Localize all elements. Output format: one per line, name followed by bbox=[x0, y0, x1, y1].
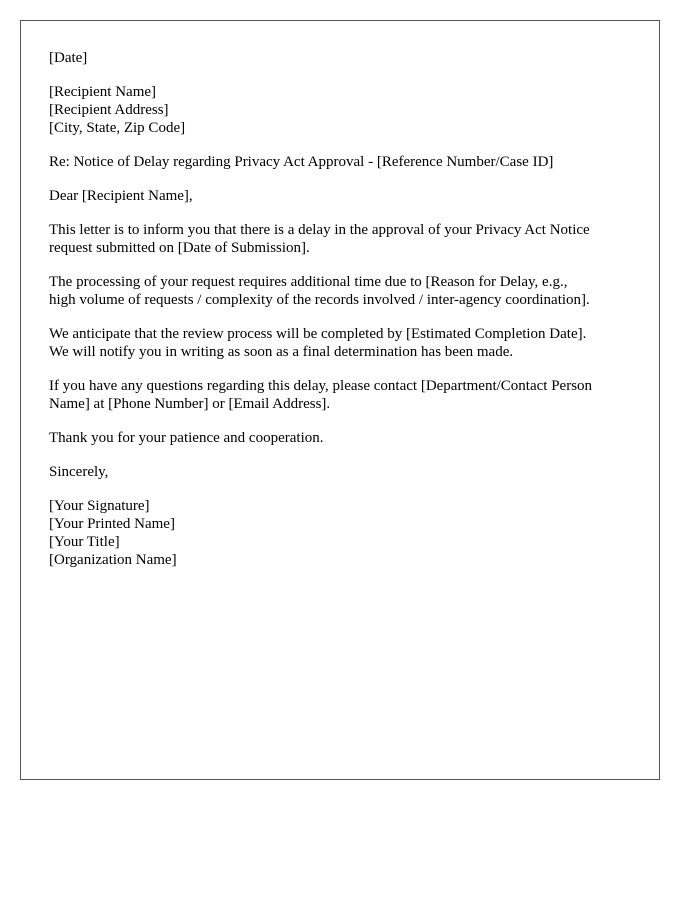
paragraph-line: This letter is to inform you that there is a delay in the approval of your Privacy Act Notice bbox=[49, 222, 590, 238]
recipient-address: [Recipient Address] bbox=[49, 102, 169, 118]
paragraph-line: high volume of requests / complexity of the records involved / inter-agency coordination]. bbox=[49, 292, 590, 308]
salutation-block bbox=[49, 187, 639, 205]
paragraph-delay-notice bbox=[49, 221, 639, 257]
thanks-block bbox=[49, 429, 639, 447]
paragraph-line: request submitted on [Date of Submission]. bbox=[49, 240, 310, 256]
subject-block bbox=[49, 153, 639, 171]
paragraph-line: The processing of your request requires additional time due to [Reason for Delay, e.g., bbox=[49, 274, 568, 290]
printed-name: [Your Printed Name] bbox=[49, 516, 175, 532]
date-block bbox=[49, 49, 639, 67]
closing: Sincerely, bbox=[49, 464, 109, 480]
paragraph-completion-estimate bbox=[49, 325, 639, 361]
letter-body bbox=[49, 49, 639, 585]
paragraph-delay-reason bbox=[49, 273, 639, 309]
subject-line: Re: Notice of Delay regarding Privacy Act Approval - [Reference Number/Case ID] bbox=[49, 154, 554, 170]
recipient-block bbox=[49, 83, 639, 137]
letter-date: [Date] bbox=[49, 50, 88, 66]
salutation: Dear [Recipient Name], bbox=[49, 188, 193, 204]
organization-name: [Organization Name] bbox=[49, 552, 177, 568]
recipient-name: [Recipient Name] bbox=[49, 84, 157, 100]
paragraph-line: We anticipate that the review process will be completed by [Estimated Completion Date]. bbox=[49, 326, 587, 342]
thanks-line: Thank you for your patience and cooperation. bbox=[49, 430, 324, 446]
signature-block bbox=[49, 497, 639, 569]
recipient-city-state-zip: [City, State, Zip Code] bbox=[49, 120, 186, 136]
signer-title: [Your Title] bbox=[49, 534, 120, 550]
letter-page bbox=[20, 20, 660, 780]
paragraph-line: Name] at [Phone Number] or [Email Address]. bbox=[49, 396, 331, 412]
signature: [Your Signature] bbox=[49, 498, 150, 514]
closing-block bbox=[49, 463, 639, 481]
paragraph-contact bbox=[49, 377, 639, 413]
paragraph-line: If you have any questions regarding this delay, please contact [Department/Contact Person bbox=[49, 378, 593, 394]
paragraph-line: We will notify you in writing as soon as a final determination has been made. bbox=[49, 344, 514, 360]
